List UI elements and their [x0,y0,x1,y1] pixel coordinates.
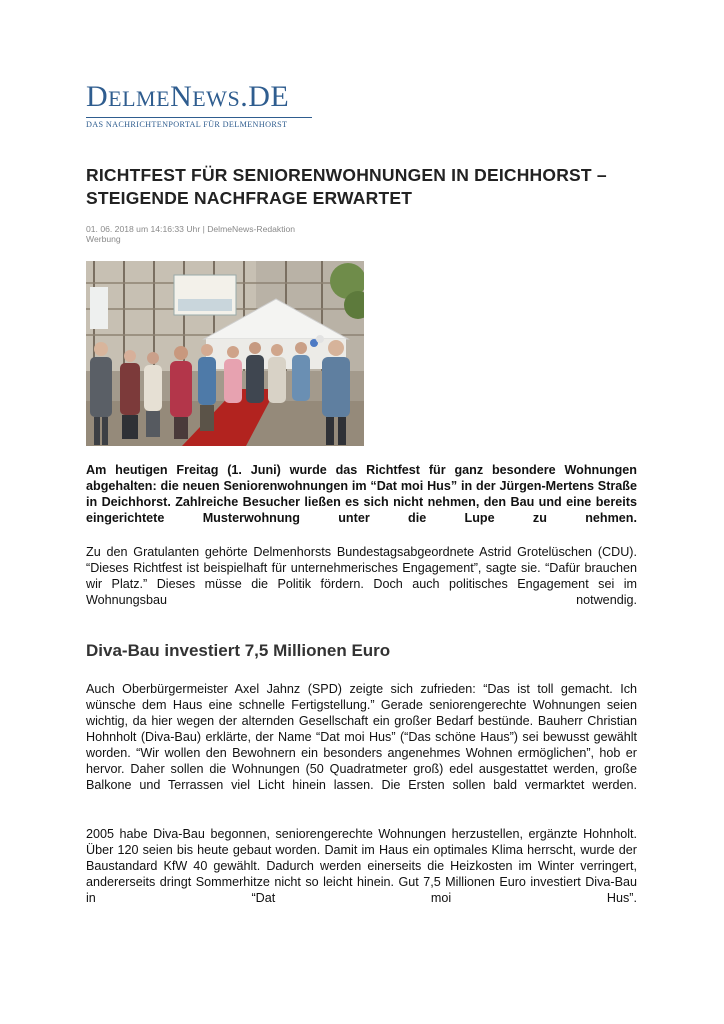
article-headline: RICHTFEST FÜR SENIORENWOHNUNGEN IN DEICHHORST – STEIGENDE NACHFRAGE ERWARTET [86,165,607,208]
logo-wordmark: DELMENEWS.DE [86,80,290,113]
date-author-line: 01. 06. 2018 um 14:16:33 Uhr | DelmeNews-Redaktion [86,224,296,234]
article-paragraph: 2005 habe Diva-Bau begonnen, seniorengerechte Wohnungen herzustellen, ergänzte Hohnholt. Über 120 seien bis heute gebaut worden. Damit im Haus ein optimales Klima herrscht, wurde der Baustandard KfW 40 gewählt. Dadurch werden einerseits die Heizkosten im Winter verringert, andererseits dringt Sommerhitze nicht so leicht hinein. Gut 7,5 Millionen Euro investiert Diva-Bau in “Dat moi Hus”. [86,827,637,905]
article-photo [86,261,364,446]
article-lead: Am heutigen Freitag (1. Juni) wurde das Richtfest für ganz besondere Wohnungen abgehalten: die neuen Seniorenwohnungen im “Dat moi Hus” in der Jürgen-Mertens Straße in Deichhorst. Zahlreiche Besucher ließen es sich nicht nehmen, den Bau und eine bereits eingerichtete Musterwohnung unter die Lupe zu nehmen. [86,463,637,525]
logo-tagline: DAS NACHRICHTENPORTAL FÜR DELMENHORST [86,120,288,129]
article-meta [86,224,295,244]
section-subheading: Diva-Bau investiert 7,5 Millionen Euro [86,641,391,660]
logo-divider [86,117,312,118]
site-logo[interactable] [86,82,326,129]
article-paragraph: Auch Oberbürgermeister Axel Jahnz (SPD) zeigte sich zufrieden: “Das ist toll gemacht. Ich wünsche dem Haus eine schnelle Fertigstellung.” Gerade seniorengerechte Wohnungen seien wichtig, da hier wegen der alternden Gesellschaft ein großer Bedarf bestünde. Bauherr Christian Hohnholt (Diva-Bau) erklärte, der Name “Dat moi Hus” (“Das schöne Haus”) sei bewusst gewählt worden. “Wir wollen den Bewohnern ein besonders angenehmes Wohnen ermöglichen”, hob er hervor. Daher sollen die Wohnungen (50 Quadratmeter groß) edel ausgestattet werden, große Balkone und Terrassen viel Licht hinein lassen. Die Ersten sollen bald vermarktet werden. [86,682,637,792]
article-paragraph: Zu den Gratulanten gehörte Delmenhorsts Bundestagsabgeordnete Astrid Grotelüschen (CDU). “Dieses Richtfest ist beispielhaft für unternehmerisches Engagement”, sagte sie. “Dafür brauchen wir Platz.” Dieses müsse die Politik fördern. Doch auch politisches Engagement sei im Wohnungsbau notwendig. [86,545,637,607]
ad-label: Werbung [86,234,121,244]
